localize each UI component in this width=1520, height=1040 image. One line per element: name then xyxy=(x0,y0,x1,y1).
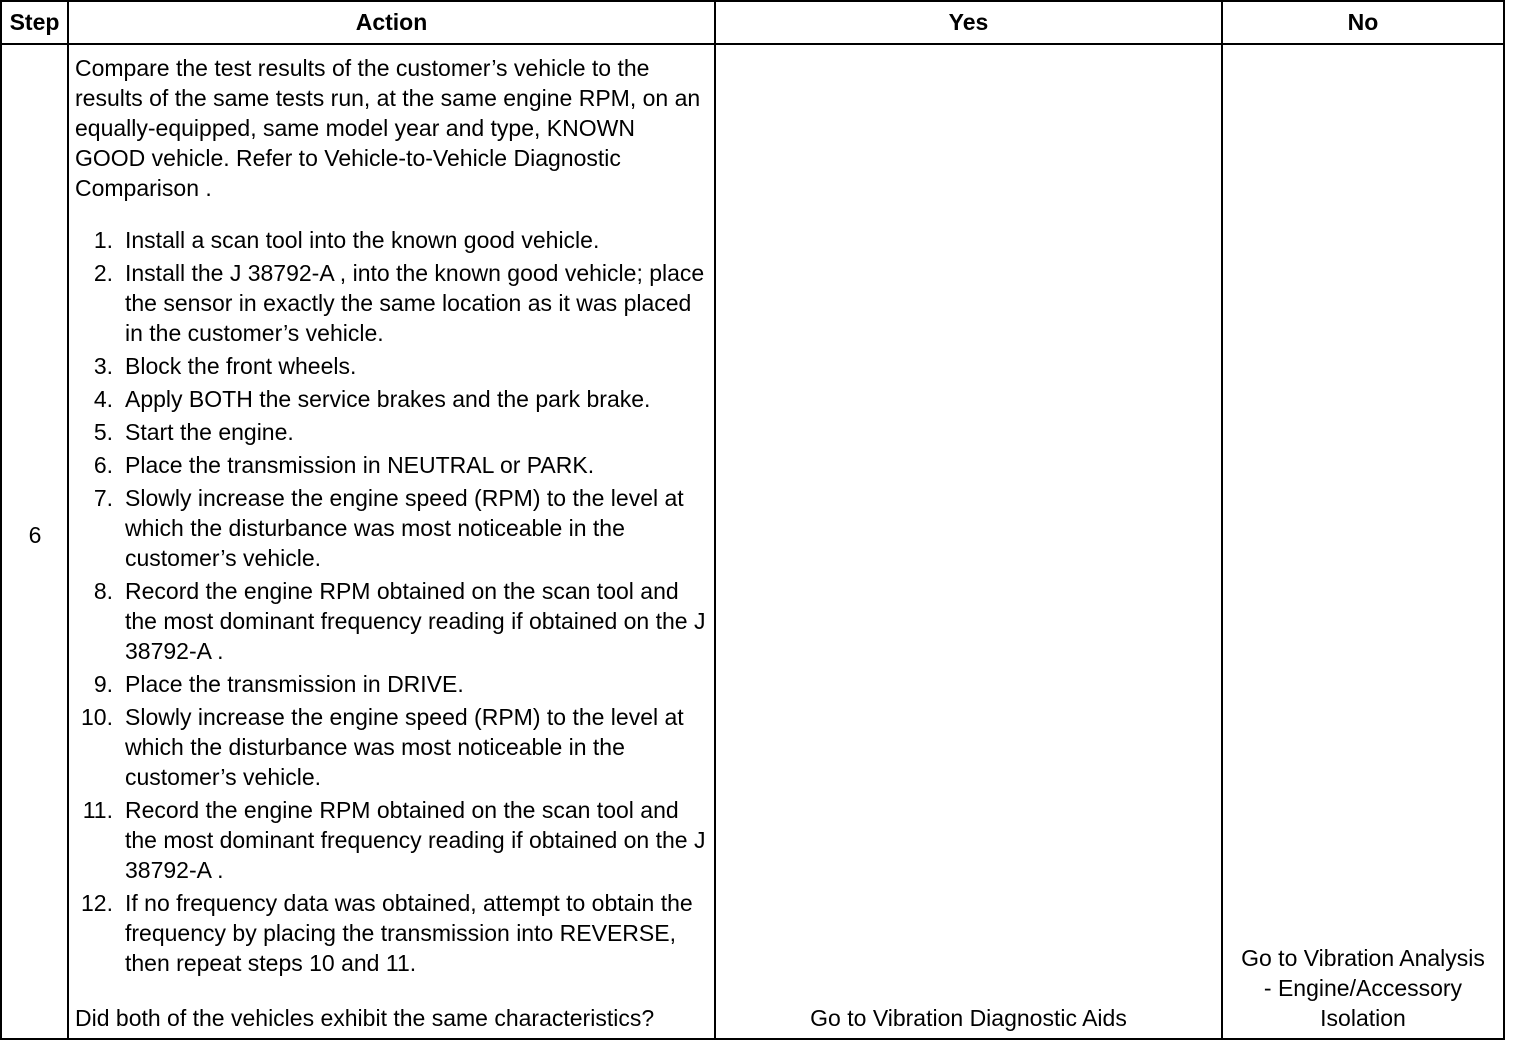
action-steps-list xyxy=(75,225,711,978)
header-yes: Yes xyxy=(948,9,989,35)
column-divider xyxy=(714,2,716,1038)
step-number: 6 xyxy=(28,522,42,548)
column-divider xyxy=(1221,2,1223,1038)
list-item: 1. Install a scan tool into the known good vehicle. xyxy=(93,227,600,253)
yes-action-link[interactable]: Go to Vibration Diagnostic Aids xyxy=(810,1005,1127,1031)
list-item: 8. Record the engine RPM obtained on the scan tool and the most dominant frequency reading if obtained on the J 38792-A . xyxy=(93,578,706,664)
list-item: 12. If no frequency data was obtained, attempt to obtain the frequency by placing the transmission into REVERSE, then repeat steps 10 and 11. xyxy=(81,890,693,976)
header-action: Action xyxy=(355,9,428,35)
header-no: No xyxy=(1347,9,1379,35)
list-item: 2. Install the J 38792-A , into the known good vehicle; place the sensor in exactly the same location as it was placed in the customer’s vehicle. xyxy=(93,260,705,346)
list-item: 11. Record the engine RPM obtained on the scan tool and the most dominant frequency reading if obtained on the J 38792-A . xyxy=(82,797,706,883)
list-item: 3. Block the front wheels. xyxy=(93,353,357,379)
header-step: Step xyxy=(9,9,60,35)
list-item: 7. Slowly increase the engine speed (RPM) to the level at which the disturbance was most noticeable in the customer’s vehicle. xyxy=(93,485,684,571)
list-item: 6. Place the transmission in NEUTRAL or PARK. xyxy=(93,452,595,478)
no-action-link[interactable] xyxy=(1223,943,1503,1033)
list-item: 4. Apply BOTH the service brakes and the park brake. xyxy=(93,386,651,412)
list-item: 9. Place the transmission in DRIVE. xyxy=(93,671,464,697)
no-action-line: Go to Vibration Analysis xyxy=(1241,945,1485,971)
no-action-line: Isolation xyxy=(1320,1005,1406,1031)
list-item: 10. Slowly increase the engine speed (RPM) to the level at which the disturbance was most noticeable in the customer’s vehicle. xyxy=(81,704,684,790)
header-divider xyxy=(2,43,1503,45)
no-action-line: - Engine/Accessory xyxy=(1263,975,1463,1001)
action-intro: Compare the test results of the customer’s vehicle to the results of the same tests run, at the same engine RPM, on an equally-equipped, same model year and type, KNOWN GOOD vehicle. Refer to Vehicle-to-Vehicle Diagnostic Comparison . xyxy=(75,55,701,201)
action-cell xyxy=(75,53,711,981)
column-divider xyxy=(67,2,69,1038)
list-item: 5. Start the engine. xyxy=(93,419,294,445)
action-question: Did both of the vehicles exhibit the same characteristics? xyxy=(75,1005,655,1031)
